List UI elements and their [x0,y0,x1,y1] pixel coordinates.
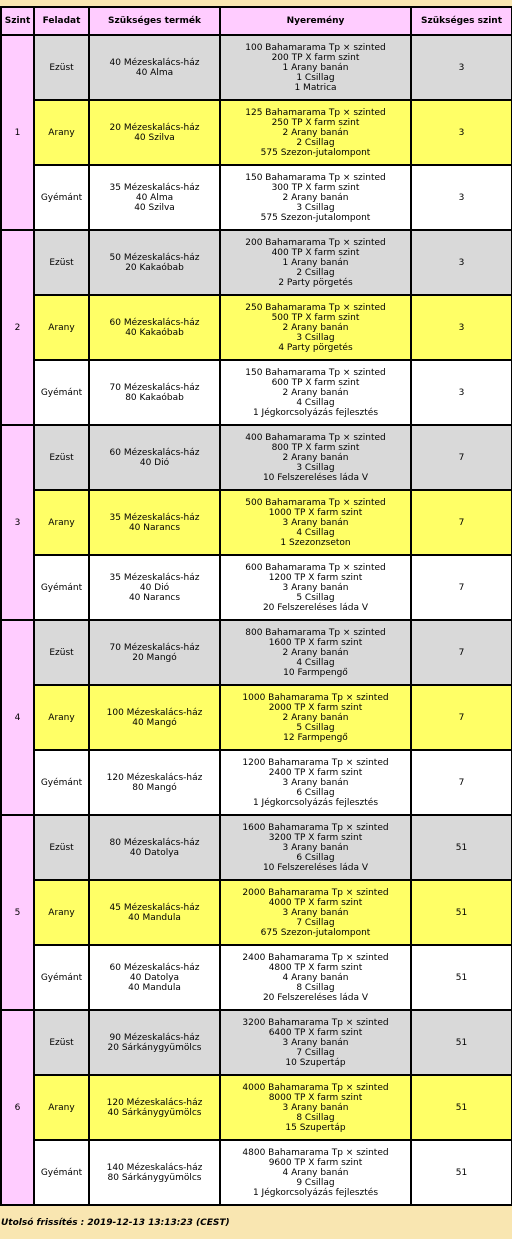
header-szint: Szint [1,7,34,35]
required-item: 120 Mézeskalács-ház [106,1097,203,1108]
reward-item: 2000 TP X farm szint [268,702,363,713]
required-item: 100 Mézeskalács-ház [106,707,203,718]
reward-item: 150 Bahamarama Tp × szinted [245,367,386,378]
required-item: 40 Kakaóbab [125,327,184,338]
reward-item: 4 Party pörgetés [278,342,353,353]
reward-item: 575 Szezon-jutalompont [260,212,371,223]
required-item: 45 Mézeskalács-ház [109,902,200,913]
required-item: 40 Alma [135,67,174,78]
reward-item: 2 Arany banán [282,192,349,203]
reward-item: 10 Felszereléses láda V [262,862,369,873]
reward-item: 1000 Bahamarama Tp × szinted [242,692,389,703]
reward-item: 7 Csillag [296,917,335,928]
task-tier-cell: Ezüst [34,35,89,100]
required-level-cell: 3 [411,360,512,425]
required-item: 40 Alma [135,192,174,203]
table-row [1,555,512,620]
table-row [1,100,512,165]
reward-item: 20 Felszereléses láda V [262,992,369,1003]
required-level-cell: 51 [411,815,512,880]
reward-item: 4 Csillag [296,657,335,668]
required-item: 140 Mézeskalács-ház [106,1162,203,1173]
header-row [1,7,512,35]
task-tier-cell: Ezüst [34,1010,89,1075]
level-cell: 6 [1,1010,34,1205]
reward-item: 7 Csillag [296,1047,335,1058]
level-cell: 3 [1,425,34,620]
level-cell: 4 [1,620,34,815]
required-item: 40 Narancs [128,592,181,603]
required-level-cell: 7 [411,620,512,685]
reward-item: 600 TP X farm szint [271,377,360,388]
reward-cell [220,945,411,1010]
reward-item: 5 Csillag [296,722,335,733]
reward-item: 3 Csillag [296,462,335,473]
table-row [1,360,512,425]
reward-item: 250 TP X farm szint [271,117,360,128]
required-level-cell: 3 [411,295,512,360]
table-row [1,1075,512,1140]
reward-item: 200 Bahamarama Tp × szinted [245,237,386,248]
required-item: 35 Mézeskalács-ház [109,182,200,193]
required-level-cell: 51 [411,880,512,945]
rewards-table [0,6,512,1206]
required-item: 40 Szilva [134,132,175,143]
required-item: 20 Sárkánygyümölcs [107,1042,202,1053]
required-items-cell [89,685,220,750]
required-item: 70 Mézeskalács-ház [109,382,200,393]
required-items-cell [89,230,220,295]
reward-item: 300 TP X farm szint [271,182,360,193]
reward-cell [220,490,411,555]
table-row [1,815,512,880]
reward-item: 1 Szezonzseton [280,537,351,548]
task-tier-cell: Ezüst [34,815,89,880]
level-cell: 1 [1,35,34,230]
required-item: 60 Mézeskalács-ház [109,962,200,973]
reward-cell [220,295,411,360]
reward-item: 1000 TP X farm szint [268,507,363,518]
task-tier-cell: Arany [34,490,89,555]
table-row [1,945,512,1010]
required-item: 40 Mangó [132,717,177,728]
reward-item: 9600 TP X farm szint [268,1157,363,1168]
reward-item: 15 Szupertáp [285,1122,346,1133]
required-items-cell [89,295,220,360]
required-items-cell [89,490,220,555]
reward-item: 3 Arany banán [282,907,349,918]
required-item: 40 Dió [139,457,170,468]
reward-cell [220,425,411,490]
table-row [1,685,512,750]
required-level-cell: 51 [411,1010,512,1075]
reward-item: 8000 TP X farm szint [268,1092,363,1103]
required-item: 35 Mézeskalács-ház [109,572,200,583]
reward-item: 4000 TP X farm szint [268,897,363,908]
reward-item: 3 Arany banán [282,1102,349,1113]
required-items-cell [89,555,220,620]
reward-item: 4 Arany banán [282,1167,349,1178]
last-updated: Utolsó frissítés : 2019-12-13 13:13:23 (CEST) [1,1218,230,1228]
reward-item: 6 Csillag [296,787,335,798]
table-row [1,620,512,685]
required-items-cell [89,425,220,490]
table-row [1,425,512,490]
header-nyeremeny: Nyeremény [220,7,411,35]
required-items-cell [89,1140,220,1205]
required-items-cell [89,35,220,100]
reward-cell [220,685,411,750]
reward-item: 1 Csillag [296,72,335,83]
required-items-cell [89,750,220,815]
required-level-cell: 3 [411,35,512,100]
reward-item: 3 Csillag [296,202,335,213]
reward-item: 4 Csillag [296,527,335,538]
required-item: 20 Mézeskalács-ház [109,122,200,133]
required-item: 40 Narancs [128,522,181,533]
required-item: 40 Mandula [128,912,181,923]
required-level-cell: 3 [411,230,512,295]
required-items-cell [89,100,220,165]
task-tier-cell: Gyémánt [34,165,89,230]
required-item: 40 Dió [139,582,170,593]
reward-item: 800 TP X farm szint [271,442,360,453]
reward-item: 1 Matrica [294,82,337,93]
reward-item: 4 Arany banán [282,972,349,983]
reward-item: 1200 TP X farm szint [268,572,363,583]
reward-item: 1 Jégkorcsolyázás fejlesztés [252,1187,379,1198]
reward-item: 4 Csillag [296,397,335,408]
table-row [1,880,512,945]
reward-cell [220,1075,411,1140]
required-item: 90 Mézeskalács-ház [109,1032,200,1043]
required-item: 40 Datolya [129,972,180,983]
reward-item: 20 Felszereléses láda V [262,602,369,613]
task-tier-cell: Gyémánt [34,750,89,815]
reward-item: 1600 TP X farm szint [268,637,363,648]
required-item: 70 Mézeskalács-ház [109,642,200,653]
required-level-cell: 7 [411,685,512,750]
reward-item: 3 Arany banán [282,842,349,853]
reward-cell [220,815,411,880]
reward-item: 9 Csillag [296,1177,335,1188]
required-item: 120 Mézeskalács-ház [106,772,203,783]
required-item: 40 Mézeskalács-ház [109,57,200,68]
task-tier-cell: Arany [34,880,89,945]
reward-item: 2 Csillag [296,137,335,148]
reward-cell [220,165,411,230]
reward-item: 600 Bahamarama Tp × szinted [245,562,386,573]
reward-item: 3 Arany banán [282,1037,349,1048]
reward-item: 3200 TP X farm szint [268,832,363,843]
reward-item: 400 Bahamarama Tp × szinted [245,432,386,443]
reward-item: 1600 Bahamarama Tp × szinted [242,822,389,833]
required-item: 80 Kakaóbab [125,392,184,403]
required-items-cell [89,620,220,685]
level-cell: 5 [1,815,34,1010]
reward-cell [220,1140,411,1205]
required-item: 80 Mangó [132,782,177,793]
reward-item: 10 Felszereléses láda V [262,472,369,483]
required-items-cell [89,815,220,880]
task-tier-cell: Gyémánt [34,1140,89,1205]
reward-item: 2 Arany banán [282,322,349,333]
reward-item: 3 Arany banán [282,777,349,788]
reward-cell [220,100,411,165]
required-item: 80 Sárkánygyümölcs [107,1172,202,1183]
required-items-cell [89,880,220,945]
required-items-cell [89,945,220,1010]
required-item: 40 Sárkánygyümölcs [107,1107,202,1118]
reward-item: 3 Arany banán [282,517,349,528]
required-item: 20 Kakaóbab [125,262,184,273]
reward-cell [220,230,411,295]
task-tier-cell: Arany [34,100,89,165]
reward-cell [220,35,411,100]
table-row [1,1140,512,1205]
required-items-cell [89,1075,220,1140]
reward-cell [220,880,411,945]
required-level-cell: 7 [411,750,512,815]
level-cell: 2 [1,230,34,425]
required-item: 35 Mézeskalács-ház [109,512,200,523]
reward-cell [220,360,411,425]
table-row [1,750,512,815]
task-tier-cell: Gyémánt [34,555,89,620]
table-row [1,490,512,555]
reward-item: 800 Bahamarama Tp × szinted [245,627,386,638]
reward-item: 2 Arany banán [282,387,349,398]
reward-item: 8 Csillag [296,1112,335,1123]
reward-item: 6 Csillag [296,852,335,863]
required-item: 60 Mézeskalács-ház [109,447,200,458]
required-level-cell: 51 [411,945,512,1010]
reward-item: 2400 TP X farm szint [268,767,363,778]
reward-item: 400 TP X farm szint [271,247,360,258]
required-level-cell: 3 [411,100,512,165]
required-level-cell: 51 [411,1140,512,1205]
reward-item: 4800 TP X farm szint [268,962,363,973]
task-tier-cell: Arany [34,295,89,360]
required-items-cell [89,360,220,425]
task-tier-cell: Ezüst [34,230,89,295]
required-item: 20 Mangó [132,652,177,663]
reward-item: 2 Arany banán [282,647,349,658]
reward-item: 125 Bahamarama Tp × szinted [245,107,386,118]
reward-item: 1 Arany banán [282,257,349,268]
reward-item: 10 Farmpengő [283,667,348,678]
required-item: 50 Mézeskalács-ház [109,252,200,263]
task-tier-cell: Arany [34,685,89,750]
reward-item: 8 Csillag [296,982,335,993]
table-row [1,295,512,360]
table-row [1,35,512,100]
reward-item: 6400 TP X farm szint [268,1027,363,1038]
reward-item: 1 Jégkorcsolyázás fejlesztés [252,407,379,418]
reward-cell [220,1010,411,1075]
reward-item: 4000 Bahamarama Tp × szinted [242,1082,389,1093]
reward-item: 2000 Bahamarama Tp × szinted [242,887,389,898]
required-item: 40 Datolya [129,847,180,858]
required-item: 80 Mézeskalács-ház [109,837,200,848]
reward-item: 2 Arany banán [282,127,349,138]
required-items-cell [89,1010,220,1075]
reward-item: 12 Farmpengő [283,732,348,743]
reward-item: 3 Csillag [296,332,335,343]
reward-item: 675 Szezon-jutalompont [260,927,371,938]
header-termek: Szükséges termék [89,7,220,35]
table-row [1,230,512,295]
required-level-cell: 7 [411,555,512,620]
required-level-cell: 3 [411,165,512,230]
reward-item: 2 Arany banán [282,452,349,463]
reward-item: 4800 Bahamarama Tp × szinted [242,1147,389,1158]
reward-item: 2400 Bahamarama Tp × szinted [242,952,389,963]
reward-item: 2 Csillag [296,267,335,278]
reward-cell [220,750,411,815]
reward-item: 1 Arany banán [282,62,349,73]
required-level-cell: 7 [411,425,512,490]
header-szukseges-szint: Szükséges szint [411,7,512,35]
task-tier-cell: Ezüst [34,425,89,490]
reward-item: 3200 Bahamarama Tp × szinted [242,1017,389,1028]
required-item: 60 Mézeskalács-ház [109,317,200,328]
reward-item: 250 Bahamarama Tp × szinted [245,302,386,313]
required-item: 40 Szilva [134,202,175,213]
reward-item: 2 Party pörgetés [278,277,353,288]
reward-item: 200 TP X farm szint [271,52,360,63]
task-tier-cell: Gyémánt [34,945,89,1010]
table-row [1,165,512,230]
reward-item: 1 Jégkorcsolyázás fejlesztés [252,797,379,808]
reward-item: 500 TP X farm szint [271,312,360,323]
reward-item: 3 Arany banán [282,582,349,593]
reward-item: 500 Bahamarama Tp × szinted [245,497,386,508]
reward-cell [220,555,411,620]
reward-item: 5 Csillag [296,592,335,603]
reward-item: 100 Bahamarama Tp × szinted [245,42,386,53]
reward-item: 10 Szupertáp [285,1057,346,1068]
task-tier-cell: Ezüst [34,620,89,685]
required-level-cell: 51 [411,1075,512,1140]
required-items-cell [89,165,220,230]
reward-item: 150 Bahamarama Tp × szinted [245,172,386,183]
required-level-cell: 7 [411,490,512,555]
task-tier-cell: Gyémánt [34,360,89,425]
table-body [1,35,512,1205]
reward-item: 1200 Bahamarama Tp × szinted [242,757,389,768]
reward-cell [220,620,411,685]
reward-item: 2 Arany banán [282,712,349,723]
required-item: 40 Mandula [128,982,181,993]
header-feladat: Feladat [34,7,89,35]
reward-item: 575 Szezon-jutalompont [260,147,371,158]
table-row [1,1010,512,1075]
task-tier-cell: Arany [34,1075,89,1140]
